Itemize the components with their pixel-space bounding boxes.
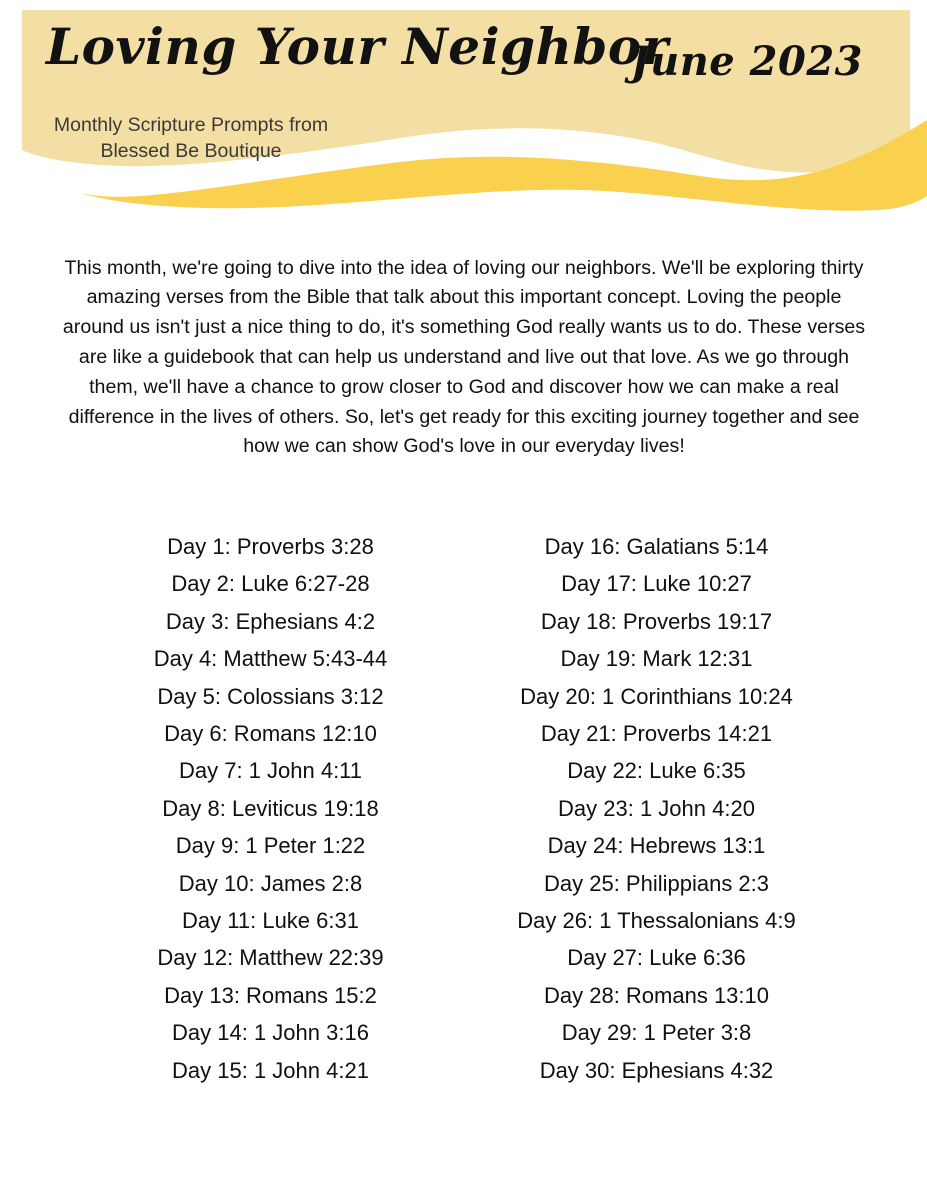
verse-column-left — [111, 528, 431, 1089]
verse-item: Day 9: 1 Peter 1:22 — [175, 833, 366, 859]
header-banner — [0, 0, 927, 215]
verse-item: Day 17: Luke 10:27 — [561, 571, 752, 597]
verse-item: Day 22: Luke 6:35 — [567, 758, 746, 784]
verse-item: Day 18: Proverbs 19:17 — [540, 608, 773, 634]
verse-item: Day 4: Matthew 5:43-44 — [153, 646, 388, 672]
subtitle-line-1: Monthly Scripture Prompts from — [53, 114, 329, 136]
page-title: Loving Your Neighbor — [46, 17, 669, 76]
verse-item: Day 23: 1 John 4:20 — [558, 795, 755, 821]
verse-item: Day 2: Luke 6:27-28 — [171, 571, 370, 597]
verse-item: Day 30: Ephesians 4:32 — [539, 1057, 774, 1083]
intro-paragraph: This month, we're going to dive into the idea of loving our neighbors. We'll be exploring thirty amazing verses from the Bible that talk about this important concept. Loving the people around us isn't just a nice thing to do, it's something God really wants us to do. These verses are like a guidebook that can help us understand and live out that love. As we go through them, we'll have a chance to grow closer to God and discover how we can make a real difference in the lives of others. So, let's get ready for this exciting journey together and see how we can show God's love in our everyday lives! — [62, 256, 866, 458]
verse-item: Day 16: Galatians 5:14 — [544, 534, 769, 559]
verse-item: Day 3: Ephesians 4:2 — [165, 608, 376, 634]
banner-subtitle — [50, 113, 332, 164]
verse-item: Day 24: Hebrews 13:1 — [547, 833, 766, 859]
header-text-layer — [0, 0, 927, 215]
verse-item: Day 21: Proverbs 14:21 — [540, 721, 773, 747]
verse-item: Day 5: Colossians 3:12 — [157, 683, 384, 709]
verse-item: Day 19: Mark 12:31 — [560, 646, 753, 672]
verse-column-right — [497, 528, 817, 1089]
verse-item: Day 27: Luke 6:36 — [567, 945, 746, 971]
verse-item: Day 29: 1 Peter 3:8 — [561, 1020, 752, 1046]
verse-item: Day 10: James 2:8 — [178, 870, 363, 896]
verse-item: Day 15: 1 John 4:21 — [172, 1057, 369, 1083]
verse-item: Day 13: Romans 15:2 — [164, 982, 377, 1008]
verse-item: Day 14: 1 John 3:16 — [172, 1020, 369, 1046]
verse-list — [0, 528, 927, 1089]
verse-item: Day 7: 1 John 4:11 — [178, 758, 363, 784]
verse-item: Day 25: Philippians 2:3 — [543, 870, 770, 896]
issue-date: June 2023 — [630, 38, 863, 85]
verse-item: Day 26: 1 Thessalonians 4:9 — [517, 908, 796, 934]
subtitle-line-2: Blessed Be Boutique — [100, 139, 282, 162]
verse-item: Day 6: Romans 12:10 — [164, 721, 377, 747]
verse-item: Day 8: Leviticus 19:18 — [162, 795, 379, 821]
verse-item: Day 20: 1 Corinthians 10:24 — [520, 683, 793, 709]
verse-item: Day 28: Romans 13:10 — [543, 982, 770, 1008]
verse-item: Day 12: Matthew 22:39 — [157, 945, 384, 971]
verse-item: Day 11: Luke 6:31 — [182, 908, 359, 934]
verse-item: Day 1: Proverbs 3:28 — [167, 534, 374, 559]
